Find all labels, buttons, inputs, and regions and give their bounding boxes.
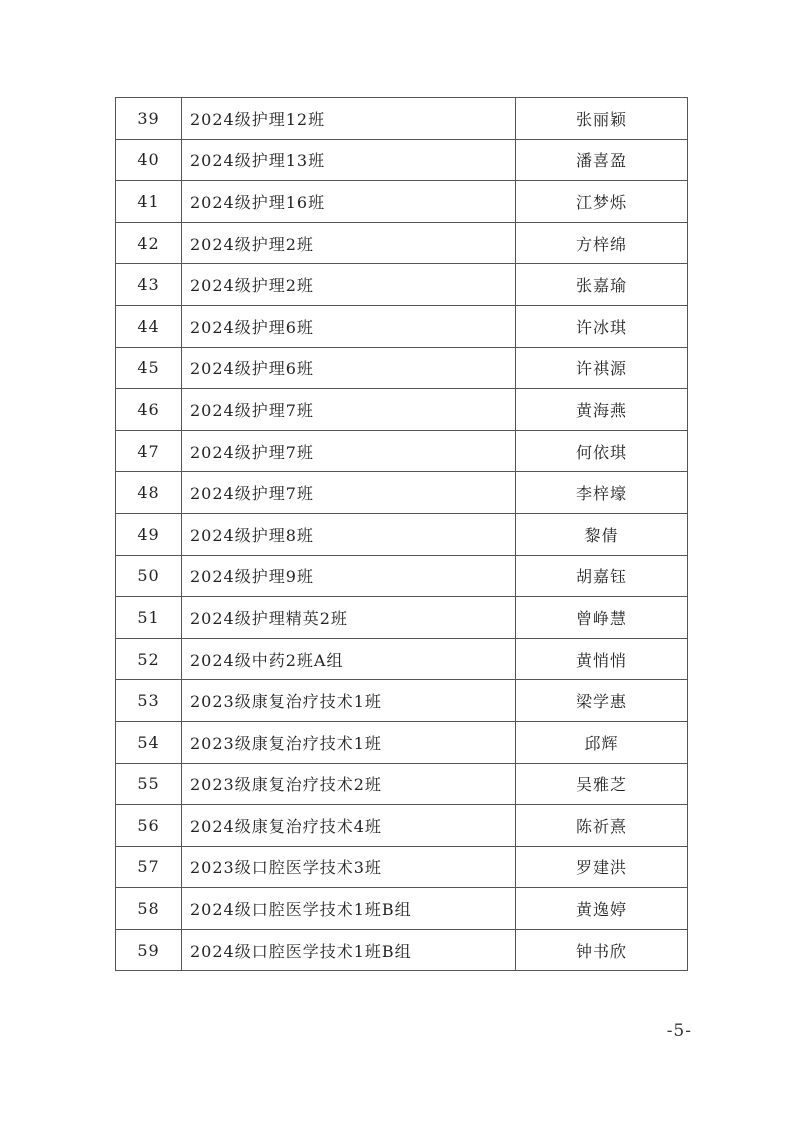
student-name-cell: 曾峥慧	[516, 597, 688, 639]
row-number-cell: 43	[116, 264, 182, 306]
student-name-cell: 何依琪	[516, 430, 688, 472]
class-cell: 2024级护理2班	[182, 222, 516, 264]
table-row	[116, 98, 688, 140]
row-number-cell: 48	[116, 472, 182, 514]
table-row	[116, 680, 688, 722]
roster-table-body	[116, 98, 688, 971]
student-name-cell: 许祺源	[516, 347, 688, 389]
student-name-cell: 黄悄悄	[516, 638, 688, 680]
student-name-cell: 李梓壕	[516, 472, 688, 514]
row-number-cell: 58	[116, 888, 182, 930]
class-cell: 2024级护理8班	[182, 513, 516, 555]
student-name-cell: 邱辉	[516, 721, 688, 763]
page-number: -5-	[666, 1021, 692, 1041]
table-row	[116, 846, 688, 888]
row-number-cell: 47	[116, 430, 182, 472]
class-cell: 2023级康复治疗技术2班	[182, 763, 516, 805]
table-row	[116, 888, 688, 930]
class-cell: 2024级护理9班	[182, 555, 516, 597]
class-cell: 2024级康复治疗技术4班	[182, 805, 516, 847]
class-cell: 2024级护理6班	[182, 305, 516, 347]
table-row	[116, 555, 688, 597]
student-name-cell: 胡嘉钰	[516, 555, 688, 597]
roster-table	[115, 97, 688, 971]
student-name-cell: 张丽颖	[516, 98, 688, 140]
class-cell: 2024级护理12班	[182, 98, 516, 140]
student-name-cell: 江梦烁	[516, 181, 688, 223]
table-row	[116, 305, 688, 347]
table-row	[116, 763, 688, 805]
student-name-cell: 黄海燕	[516, 389, 688, 431]
class-cell: 2024级护理2班	[182, 264, 516, 306]
class-cell: 2024级护理7班	[182, 430, 516, 472]
student-name-cell: 潘喜盈	[516, 139, 688, 181]
student-name-cell: 黎倩	[516, 513, 688, 555]
row-number-cell: 39	[116, 98, 182, 140]
row-number-cell: 40	[116, 139, 182, 181]
table-row	[116, 222, 688, 264]
class-cell: 2024级口腔医学技术1班B组	[182, 888, 516, 930]
table-row	[116, 513, 688, 555]
row-number-cell: 50	[116, 555, 182, 597]
class-cell: 2024级护理6班	[182, 347, 516, 389]
class-cell: 2024级护理7班	[182, 389, 516, 431]
class-cell: 2023级康复治疗技术1班	[182, 721, 516, 763]
class-cell: 2024级口腔医学技术1班B组	[182, 929, 516, 971]
student-name-cell: 方梓绵	[516, 222, 688, 264]
student-name-cell: 罗建洪	[516, 846, 688, 888]
student-name-cell: 梁学惠	[516, 680, 688, 722]
row-number-cell: 52	[116, 638, 182, 680]
table-row	[116, 430, 688, 472]
student-name-cell: 黄逸婷	[516, 888, 688, 930]
row-number-cell: 41	[116, 181, 182, 223]
table-row	[116, 597, 688, 639]
row-number-cell: 42	[116, 222, 182, 264]
table-row	[116, 389, 688, 431]
row-number-cell: 53	[116, 680, 182, 722]
class-cell: 2023级口腔医学技术3班	[182, 846, 516, 888]
table-row	[116, 638, 688, 680]
row-number-cell: 45	[116, 347, 182, 389]
student-name-cell: 陈祈熹	[516, 805, 688, 847]
table-row	[116, 264, 688, 306]
row-number-cell: 44	[116, 305, 182, 347]
row-number-cell: 56	[116, 805, 182, 847]
table-row	[116, 347, 688, 389]
class-cell: 2024级护理13班	[182, 139, 516, 181]
table-row	[116, 181, 688, 223]
class-cell: 2024级中药2班A组	[182, 638, 516, 680]
student-name-cell: 许冰琪	[516, 305, 688, 347]
table-row	[116, 929, 688, 971]
row-number-cell: 55	[116, 763, 182, 805]
class-cell: 2023级康复治疗技术1班	[182, 680, 516, 722]
student-name-cell: 吴雅芝	[516, 763, 688, 805]
table-row	[116, 805, 688, 847]
table-row	[116, 721, 688, 763]
class-cell: 2024级护理16班	[182, 181, 516, 223]
student-name-cell: 钟书欣	[516, 929, 688, 971]
row-number-cell: 57	[116, 846, 182, 888]
class-cell: 2024级护理精英2班	[182, 597, 516, 639]
row-number-cell: 49	[116, 513, 182, 555]
row-number-cell: 59	[116, 929, 182, 971]
table-row	[116, 139, 688, 181]
student-name-cell: 张嘉瑜	[516, 264, 688, 306]
row-number-cell: 46	[116, 389, 182, 431]
class-cell: 2024级护理7班	[182, 472, 516, 514]
row-number-cell: 51	[116, 597, 182, 639]
row-number-cell: 54	[116, 721, 182, 763]
table-row	[116, 472, 688, 514]
